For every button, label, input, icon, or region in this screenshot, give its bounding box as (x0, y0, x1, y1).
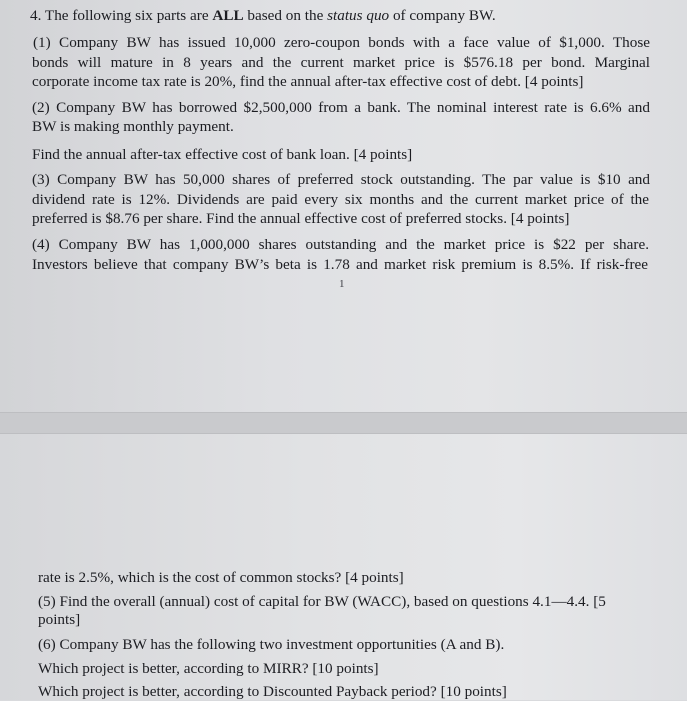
part-6-line-2: Which project is better, according to MIRR? [10 points] (38, 660, 379, 677)
heading-emphasis-all: ALL (212, 7, 244, 24)
part-1-line-1: (1) Company BW has issued 10,000 zero-coupon bonds with a face value of $1,000. Those (33, 34, 650, 51)
heading-text-c: of company BW. (389, 7, 496, 24)
part-3-line-2: dividend rate is 12%. Dividends are paid every six months and the current market price of the (32, 191, 649, 208)
part-6-line-1: (6) Company BW has the following two investment opportunities (A and B). (38, 636, 505, 653)
page-break-gap (0, 412, 687, 434)
part-4-continuation: rate is 2.5%, which is the cost of common stocks? [4 points] (38, 569, 404, 586)
part-3-line-3: preferred is $8.76 per share. Find the annual effective cost of preferred stocks. [4 points] (32, 210, 570, 227)
heading-italic-status-quo: status quo (327, 7, 390, 24)
part-1-line-2: bonds will mature in 8 years and the current market price is $576.18 per bond. Marginal (32, 54, 650, 71)
part-1-line-3: corporate income tax rate is 20%, find the annual after-tax effective cost of debt. [4 points] (32, 73, 584, 90)
part-2-line-3: Find the annual after-tax effective cost of bank loan. [4 points] (32, 146, 413, 163)
part-3-line-1: (3) Company BW has 50,000 shares of preferred stock outstanding. The par value is $10 and (32, 171, 650, 188)
question-4-heading (30, 7, 496, 25)
heading-text-b: based on the (243, 7, 328, 24)
page-2-top (0, 434, 687, 700)
part-4-line-2: Investors believe that company BW’s beta is 1.78 and market risk premium is 8.5%. If risk-free (32, 256, 648, 273)
heading-text-a: 4. The following six parts are (30, 7, 213, 24)
part-5-line-1: (5) Find the overall (annual) cost of capital for BW (WACC), based on questions 4.1—4.4. [5 (38, 593, 606, 610)
part-6-line-3: Which project is better, according to Discounted Payback period? [10 points] (38, 683, 507, 700)
part-5-line-2: points] (38, 611, 81, 628)
part-2-line-2: BW is making monthly payment. (32, 118, 234, 135)
part-4-line-1: (4) Company BW has 1,000,000 shares outstanding and the market price is $22 per share. (32, 236, 649, 253)
page-number: 1 (339, 278, 345, 290)
part-2-line-1: (2) Company BW has borrowed $2,500,000 from a bank. The nominal interest rate is 6.6% and (32, 99, 650, 116)
